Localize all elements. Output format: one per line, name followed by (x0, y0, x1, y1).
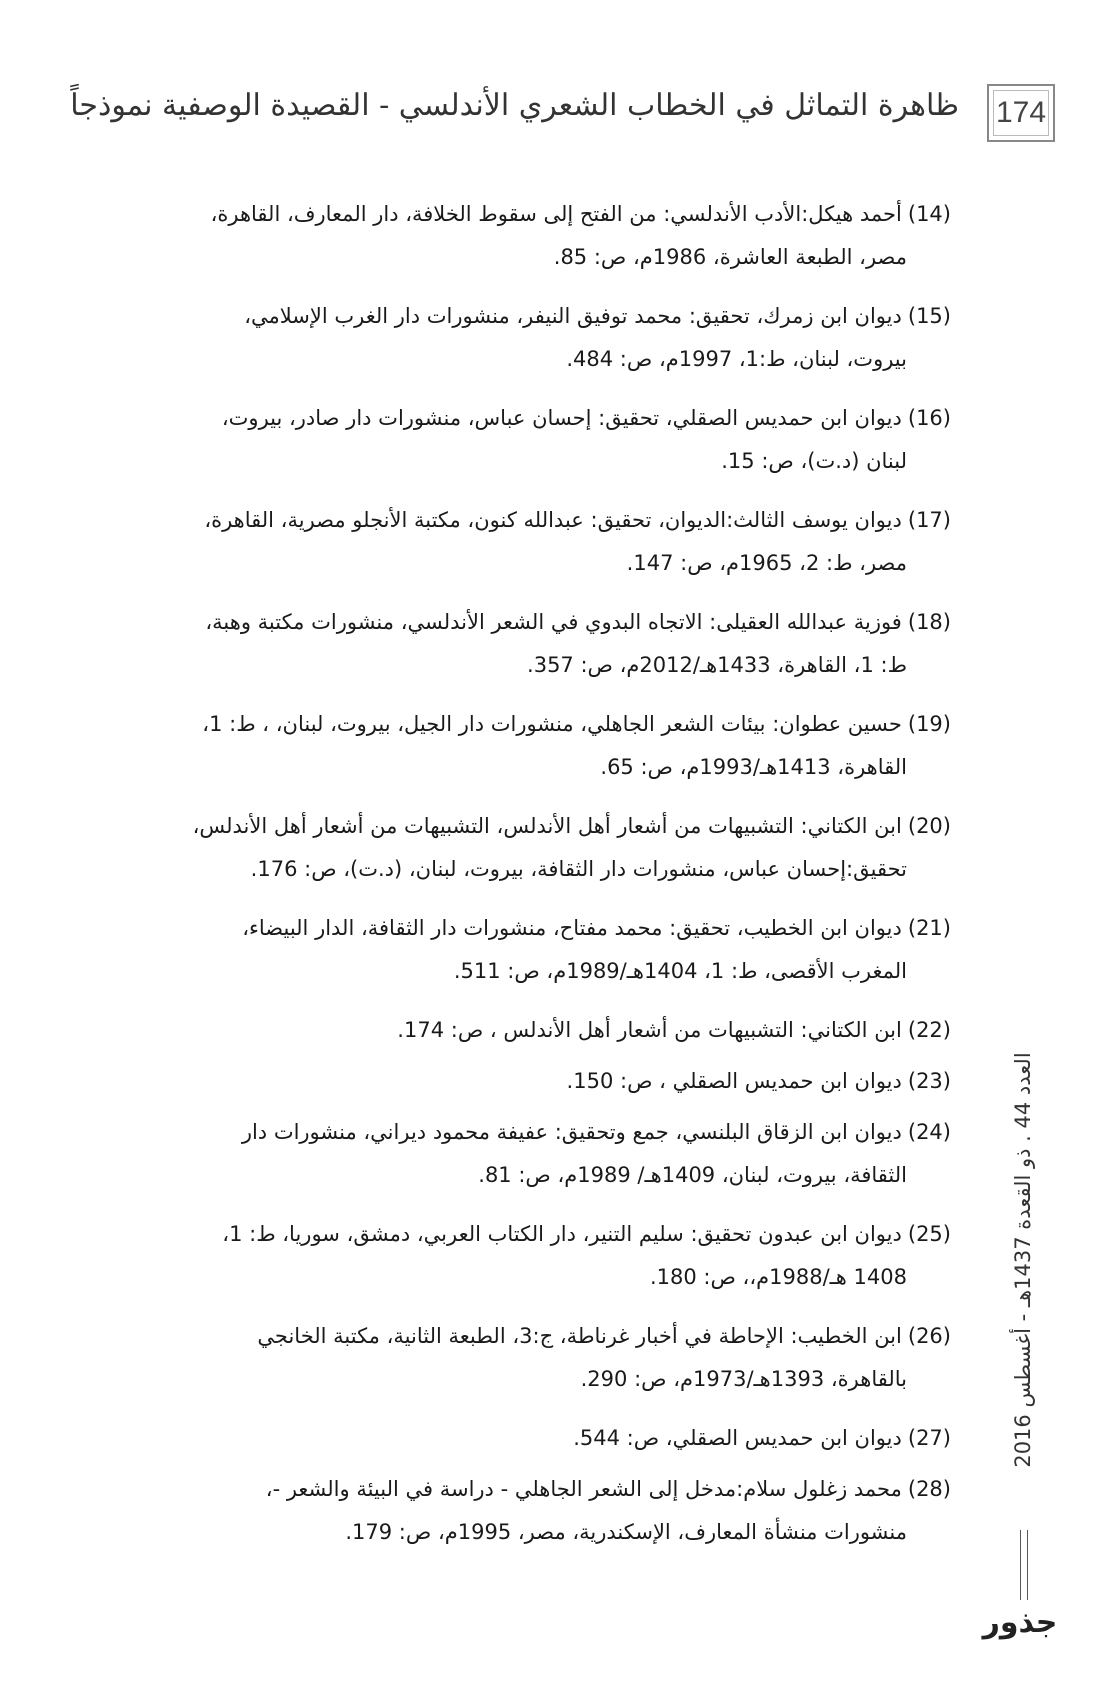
endnote-number: (23) (907, 1069, 951, 1093)
endnote-continuation: لبنان (د.ت)، ص: 15. (721, 449, 907, 473)
endnote-continuation: مصر، الطبعة العاشرة، 1986م، ص: 85. (553, 245, 907, 269)
endnote-number: (24) (907, 1120, 951, 1144)
endnote-text: ديوان يوسف الثالث:الديوان، تحقيق: عبدالله كنون، مكتبة الأنجلو مصرية، القاهرة، (204, 508, 902, 532)
endnotes-list (106, 193, 951, 1570)
endnote-number: (15) (907, 304, 951, 328)
endnote-text: محمد زغلول سلام:مدخل إلى الشعر الجاهلي - دراسة في البيئة والشعر -، (265, 1477, 902, 1501)
endnote (106, 805, 951, 907)
endnote-number: (18) (907, 610, 951, 634)
endnote-number: (14) (907, 202, 951, 226)
endnote (106, 1417, 951, 1468)
endnote (106, 1213, 951, 1315)
endnote-text: ابن الكتاني: التشبيهات من أشعار أهل الأندلس ، ص: 174. (397, 1018, 902, 1042)
endnote (106, 703, 951, 805)
endnote-continuation: تحقيق:إحسان عباس، منشورات دار الثقافة، بيروت، لبنان، (د.ت)، ص: 176. (250, 857, 907, 881)
running-title: ظاهرة التماثل في الخطاب الشعري الأندلسي - القصيدة الوصفية نموذجاً (70, 88, 959, 123)
endnote-continuation: الثقافة، بيروت، لبنان، 1409هـ/ 1989م، ص: 81. (478, 1163, 907, 1187)
endnote-continuation: مصر، ط: 2، 1965م، ص: 147. (626, 551, 907, 575)
issue-info: العدد 44 . ذو القعدة 1437هـ - أغسطس 2016 (1011, 1052, 1035, 1468)
endnote (106, 499, 951, 601)
endnote-continuation: 1408 هـ/1988م،، ص: 180. (649, 1265, 907, 1289)
endnote-text: ابن الخطيب: الإحاطة في أخبار غرناطة، ج:3، الطبعة الثانية، مكتبة الخانجي (257, 1324, 902, 1348)
endnote-text: ديوان ابن عبدون تحقيق: سليم التنير، دار الكتاب العربي، دمشق، سوريا، ط: 1، (222, 1222, 902, 1246)
endnote-number: (20) (907, 814, 951, 838)
endnote-continuation: القاهرة، 1413هـ/1993م، ص: 65. (600, 755, 907, 779)
issue-sidebar (1003, 1000, 1043, 1520)
endnote (106, 1060, 951, 1111)
endnote-number: (26) (907, 1324, 951, 1348)
endnote-text: فوزية عبدالله العقيلى: الاتجاه البدوي في الشعر الأندلسي، منشورات مكتبة وهبة، (205, 610, 902, 634)
endnote-number: (16) (907, 406, 951, 430)
endnote (106, 193, 951, 295)
endnote-text: ديوان ابن الزقاق البلنسي، جمع وتحقيق: عفيفة محمود ديراني، منشورات دار (241, 1120, 902, 1144)
endnote-number: (28) (907, 1477, 951, 1501)
endnote (106, 397, 951, 499)
endnote-number: (27) (907, 1426, 951, 1450)
endnote-number: (19) (907, 712, 951, 736)
endnote-continuation: بالقاهرة، 1393هـ/1973م، ص: 290. (580, 1367, 907, 1391)
endnote-continuation: بيروت، لبنان، ط:1، 1997م، ص: 484. (566, 347, 907, 371)
endnote-text: ديوان ابن حمديس الصقلي، ص: 544. (573, 1426, 902, 1450)
endnote-number: (17) (907, 508, 951, 532)
endnote-continuation: ط: 1، القاهرة، 1433هـ/2012م، ص: 357. (527, 653, 907, 677)
endnote (106, 1468, 951, 1570)
endnote-number: (22) (907, 1018, 951, 1042)
endnote-number: (21) (907, 916, 951, 940)
journal-logo: جذور (982, 1604, 1058, 1640)
endnote-text: ديوان ابن زمرك، تحقيق: محمد توفيق النيفر، منشورات دار الغرب الإسلامي، (244, 304, 902, 328)
endnote (106, 295, 951, 397)
endnote (106, 1315, 951, 1417)
endnote-text: ابن الكتاني: التشبيهات من أشعار أهل الأندلس، التشبيهات من أشعار أهل الأندلس، (192, 814, 902, 838)
endnote-text: ديوان ابن حمديس الصقلي، تحقيق: إحسان عباس، منشورات دار صادر، بيروت، (221, 406, 902, 430)
endnote (106, 1111, 951, 1213)
endnote-number: (25) (907, 1222, 951, 1246)
endnote-text: ديوان ابن حمديس الصقلي ، ص: 150. (566, 1069, 902, 1093)
endnote (106, 1009, 951, 1060)
endnote-continuation: المغرب الأقصى، ط: 1، 1404هـ/1989م، ص: 511. (453, 959, 907, 983)
endnote-text: أحمد هيكل:الأدب الأندلسي: من الفتح إلى سقوط الخلافة، دار المعارف، القاهرة، (210, 202, 902, 226)
endnote-continuation: منشورات منشأة المعارف، الإسكندرية، مصر، 1995م، ص: 179. (345, 1520, 907, 1544)
endnote-text: حسين عطوان: بيئات الشعر الجاهلي، منشورات دار الجيل، بيروت، لبنان، ، ط: 1، (202, 712, 902, 736)
page-number-box (987, 84, 1055, 142)
page-number: 174 (995, 96, 1047, 129)
sidebar-divider (1020, 1530, 1028, 1600)
endnote-text: ديوان ابن الخطيب، تحقيق: محمد مفتاح، منشورات دار الثقافة، الدار البيضاء، (242, 916, 902, 940)
page-header (70, 84, 1055, 146)
endnote (106, 907, 951, 1009)
endnote (106, 601, 951, 703)
